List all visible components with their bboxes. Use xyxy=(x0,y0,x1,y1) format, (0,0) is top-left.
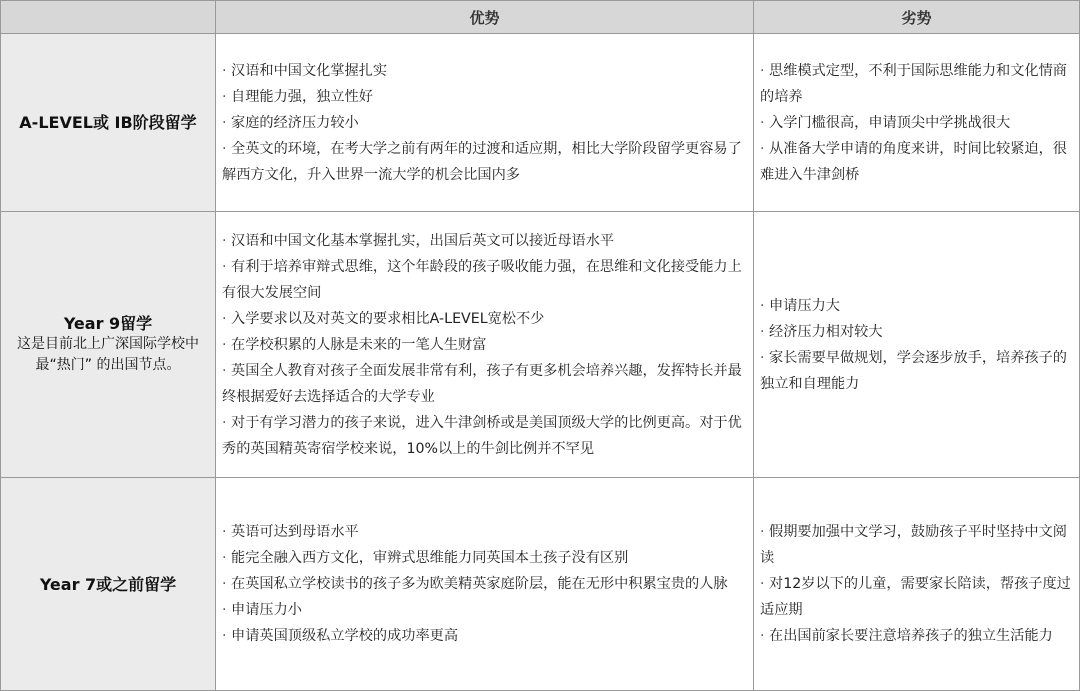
list-item: · 申请压力大 xyxy=(760,293,1071,319)
list-item: · 假期要加强中文学习，鼓励孩子平时坚持中文阅读 xyxy=(760,519,1071,571)
list-item: · 自理能力强，独立性好 xyxy=(222,84,745,110)
list-item: · 在学校积累的人脉是未来的一笔人生财富 xyxy=(222,332,745,358)
disadvantages-list xyxy=(754,519,1079,649)
list-item: · 有利于培养审辩式思维，这个年龄段的孩子吸收能力强，在思维和文化接受能力上有很大发展空间 xyxy=(222,254,745,306)
list-item: · 全英文的环境，在考大学之前有两年的过渡和适应期，相比大学阶段留学更容易了解西方文化，升入世界一流大学的机会比国内多 xyxy=(222,136,745,188)
stage-name: Year 9留学 xyxy=(63,314,153,333)
disadvantages-cell xyxy=(754,478,1080,691)
list-item: · 汉语和中国文化掌握扎实 xyxy=(222,58,745,84)
list-item: · 能完全融入西方文化，审辨式思维能力同英国本土孩子没有区别 xyxy=(222,545,745,571)
stage-cell xyxy=(1,34,216,212)
header-corner-cell xyxy=(1,1,216,34)
list-item: · 英语可达到母语水平 xyxy=(222,519,745,545)
table-row-year7 xyxy=(1,478,1080,691)
header-row xyxy=(1,1,1080,34)
advantages-cell xyxy=(216,34,754,212)
list-item: · 对12岁以下的儿童，需要家长陪读，帮孩子度过适应期 xyxy=(760,571,1071,623)
list-item: · 在英国私立学校读书的孩子多为欧美精英家庭阶层，能在无形中积累宝贵的人脉 xyxy=(222,571,745,597)
list-item: · 对于有学习潜力的孩子来说，进入牛津剑桥或是美国顶级大学的比例更高。对于优秀的英国精英寄宿学校来说，10%以上的牛剑比例并不罕见 xyxy=(222,410,745,462)
stage-name: Year 7或之前留学 xyxy=(39,574,177,594)
list-item: · 申请压力小 xyxy=(222,597,745,623)
advantages-list xyxy=(216,58,753,188)
advantages-list xyxy=(216,228,753,462)
disadvantages-list xyxy=(754,293,1079,397)
advantages-cell xyxy=(216,478,754,691)
list-item: · 入学要求以及对英文的要求相比A-LEVEL宽松不少 xyxy=(222,306,745,332)
list-item: · 入学门槛很高，申请顶尖中学挑战很大 xyxy=(760,110,1071,136)
stage-name: A-LEVEL或 IB阶段留学 xyxy=(19,113,197,132)
stage-cell xyxy=(1,478,216,691)
stage-cell xyxy=(1,212,216,478)
header-advantages: 优势 xyxy=(216,1,754,34)
table-row-alevel xyxy=(1,34,1080,212)
advantages-list xyxy=(216,519,753,649)
disadvantages-cell xyxy=(754,212,1080,478)
stage-note: 这是目前北上广深国际学校中最“热门” 的出国节点。 xyxy=(17,336,199,373)
list-item: · 在出国前家长要注意培养孩子的独立生活能力 xyxy=(760,623,1071,649)
list-item: · 家长需要早做规划，学会逐步放手，培养孩子的独立和自理能力 xyxy=(760,345,1071,397)
header-disadvantages: 劣势 xyxy=(754,1,1080,34)
list-item: · 经济压力相对较大 xyxy=(760,319,1071,345)
list-item: · 申请英国顶级私立学校的成功率更高 xyxy=(222,623,745,649)
disadvantages-cell xyxy=(754,34,1080,212)
list-item: · 家庭的经济压力较小 xyxy=(222,110,745,136)
list-item: · 汉语和中国文化基本掌握扎实，出国后英文可以接近母语水平 xyxy=(222,228,745,254)
list-item: · 思维模式定型，不利于国际思维能力和文化情商的培养 xyxy=(760,58,1071,110)
advantages-cell xyxy=(216,212,754,478)
table-row-year9 xyxy=(1,212,1080,478)
disadvantages-list xyxy=(754,58,1079,188)
list-item: · 英国全人教育对孩子全面发展非常有利，孩子有更多机会培养兴趣，发挥特长并最终根据爱好去选择适合的大学专业 xyxy=(222,358,745,410)
list-item: · 从准备大学申请的角度来讲，时间比较紧迫，很难进入牛津剑桥 xyxy=(760,136,1071,188)
